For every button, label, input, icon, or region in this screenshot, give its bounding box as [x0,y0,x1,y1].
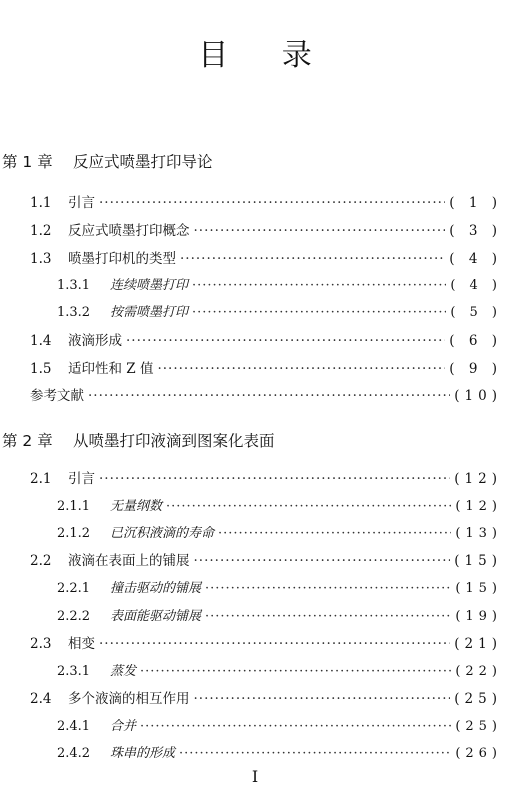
section-title: 蒸发 [110,664,137,679]
page-ref: ( 4 ) [450,278,502,293]
section-title: 合并 [110,719,137,734]
page-ref: ( 6 ) [449,333,502,349]
section-title: 反应式喷墨打印概念 [68,223,190,239]
section-number: 2.2 [30,553,52,569]
section-number: 1.4 [30,333,52,349]
chapter-number: 第 1 章 [2,153,53,171]
page-ref: (25) [455,719,502,734]
section-number: 2.1.2 [57,526,91,541]
dot-leader [192,277,446,295]
toc-entry-1-5[interactable] [30,360,502,378]
toc-entry-2-2-2[interactable] [57,608,502,626]
page-ref: ( 4 ) [449,251,502,267]
toc-entry-2-3-1[interactable] [57,663,502,681]
dot-leader [126,332,445,350]
toc-entry-2-1-2[interactable] [57,525,502,543]
chapter-number: 第 2 章 [2,432,53,450]
section-title: 引言 [68,471,95,487]
section-title: 撞击驱动的铺展 [110,581,202,596]
section-title: 珠串的形成 [110,746,176,761]
section-number: 1.5 [30,361,52,377]
section-number: 2.3 [30,636,52,652]
page-ref: (10) [454,388,502,404]
toc-entry-2-2[interactable] [30,552,502,570]
toc-entry-1-3-1[interactable] [57,277,502,295]
section-title: 连续喷墨打印 [110,278,189,293]
page-ref: (26) [455,746,502,761]
dot-leader [194,690,451,708]
section-title: 液滴形成 [68,333,122,349]
page-number: I [251,767,259,786]
toc-entry-2-1-1[interactable] [57,498,502,516]
section-title: 参考文献 [30,388,84,404]
section-number: 1.2 [30,223,52,239]
section-title: 按需喷墨打印 [110,305,189,320]
page-ref: (12) [455,499,502,514]
page-ref: (12) [454,471,502,487]
page-ref: (13) [455,526,502,541]
dot-leader [99,194,445,212]
toc-entry-2-2-1[interactable] [57,580,502,598]
dot-leader [157,360,445,378]
page-ref: (22) [455,664,502,679]
page-ref: (15) [455,581,502,596]
toc-entry-references-1[interactable] [30,387,502,405]
page-ref: (19) [455,609,502,624]
section-title: 多个液滴的相互作用 [68,691,190,707]
toc-entry-2-4-2[interactable] [57,745,502,763]
chapter-1-heading[interactable] [2,150,212,172]
section-number: 2.4 [30,691,52,707]
toc-entry-1-2[interactable] [30,222,502,240]
section-number: 1.3.1 [57,278,91,293]
toc-entry-1-3[interactable] [30,250,502,268]
page-ref: ( 9 ) [449,361,502,377]
dot-leader [140,663,451,681]
section-title: 表面能驱动铺展 [110,609,202,624]
toc-entry-1-4[interactable] [30,332,502,350]
section-number: 2.1.1 [57,499,91,514]
dot-leader [192,304,446,322]
dot-leader [194,222,446,240]
section-number: 2.4.2 [57,746,91,761]
toc-entry-2-3[interactable] [30,635,502,653]
chapter-title: 从喷墨打印液滴到图案化表面 [72,432,275,450]
section-number: 2.4.1 [57,719,91,734]
dot-leader [218,525,451,543]
chapter-2-heading[interactable] [2,429,274,451]
section-title: 相变 [68,636,95,652]
dot-leader [140,718,451,736]
page-ref: (15) [454,553,502,569]
section-number: 1.3 [30,251,52,267]
section-number: 2.3.1 [57,664,91,679]
section-number: 1.1 [30,195,52,211]
dot-leader [179,745,451,763]
dot-leader [99,635,450,653]
dot-leader [205,580,451,598]
page-title: 目 录 [198,38,334,73]
section-number: 2.1 [30,471,52,487]
toc-entry-1-1[interactable] [30,194,502,212]
page-ref: ( 3 ) [449,223,502,239]
section-title: 液滴在表面上的铺展 [68,553,190,569]
chapter-title: 反应式喷墨打印导论 [72,153,213,171]
toc-entry-2-4[interactable] [30,690,502,708]
page-ref: ( 5 ) [450,305,502,320]
dot-leader [194,552,451,570]
section-number: 2.2.2 [57,609,91,624]
page-ref: ( 1 ) [449,195,502,211]
section-title: 引言 [68,195,95,211]
section-number: 1.3.2 [57,305,91,320]
dot-leader [180,250,445,268]
dot-leader [88,387,450,405]
dot-leader [205,608,451,626]
section-title: 喷墨打印机的类型 [68,251,176,267]
toc-entry-2-4-1[interactable] [57,718,502,736]
section-title: 已沉积液滴的寿命 [110,526,215,541]
dot-leader [166,498,451,516]
section-title: 无量纲数 [110,499,163,514]
section-number: 2.2.1 [57,581,91,596]
toc-entry-1-3-2[interactable] [57,304,502,322]
section-title: 适印性和 Z 值 [68,361,154,377]
toc-entry-2-1[interactable] [30,470,502,488]
page-ref: (21) [454,636,502,652]
dot-leader [99,470,450,488]
page-ref: (25) [454,691,502,707]
